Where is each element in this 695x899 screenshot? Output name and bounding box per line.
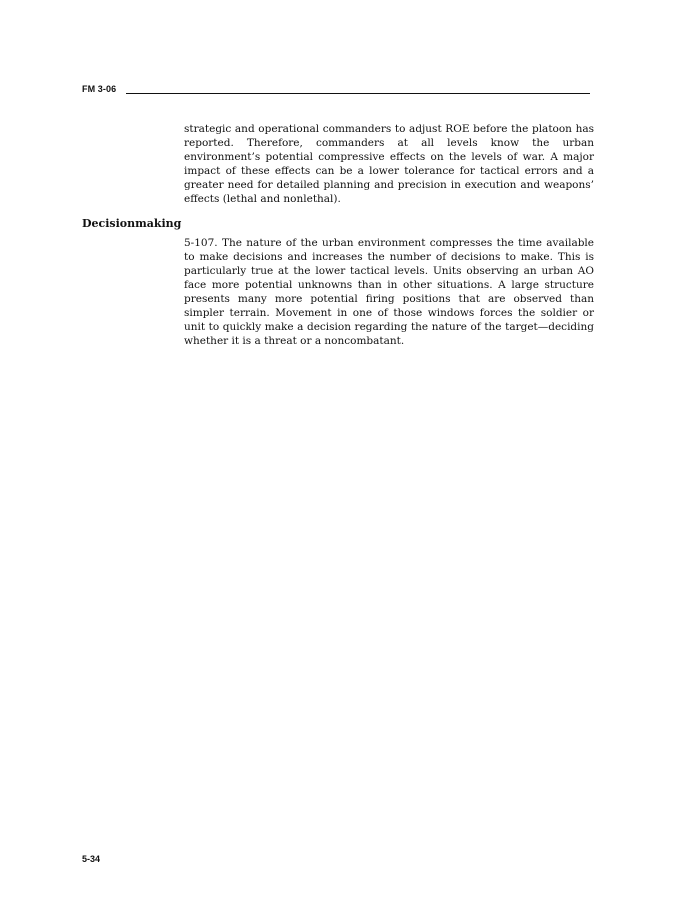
section-heading: Decisionmaking (82, 217, 182, 230)
manual-id: FM 3-06 (82, 84, 117, 94)
header-rule (126, 93, 590, 94)
paragraph-5-107: 5-107. The nature of the urban environment compresses the time available to make decisions and increases the number of decisions to make. This is particularly true at the lower tactical levels. Units observing an urban AO face more potential unknowns than in other situations. A large structure presents many more potential firing positions that are observed than simpler terrain. Movement in one of those windows forces the soldier or unit to quickly make a decision regarding the nature of the target—deciding whether it is a threat or a noncombatant. (184, 237, 594, 347)
page-number: 5-34 (82, 854, 101, 864)
continued-paragraph: strategic and operational commanders to adjust ROE before the platoon has reported. Therefore, commanders at all levels know the urban environment’s potential compressive effects on the levels of war. A major impact of these effects can be a lower tolerance for tactical errors and a greater need for detailed planning and precision in execution and weapons’ effects (lethal and nonlethal). (184, 123, 594, 205)
running-header (82, 84, 590, 96)
